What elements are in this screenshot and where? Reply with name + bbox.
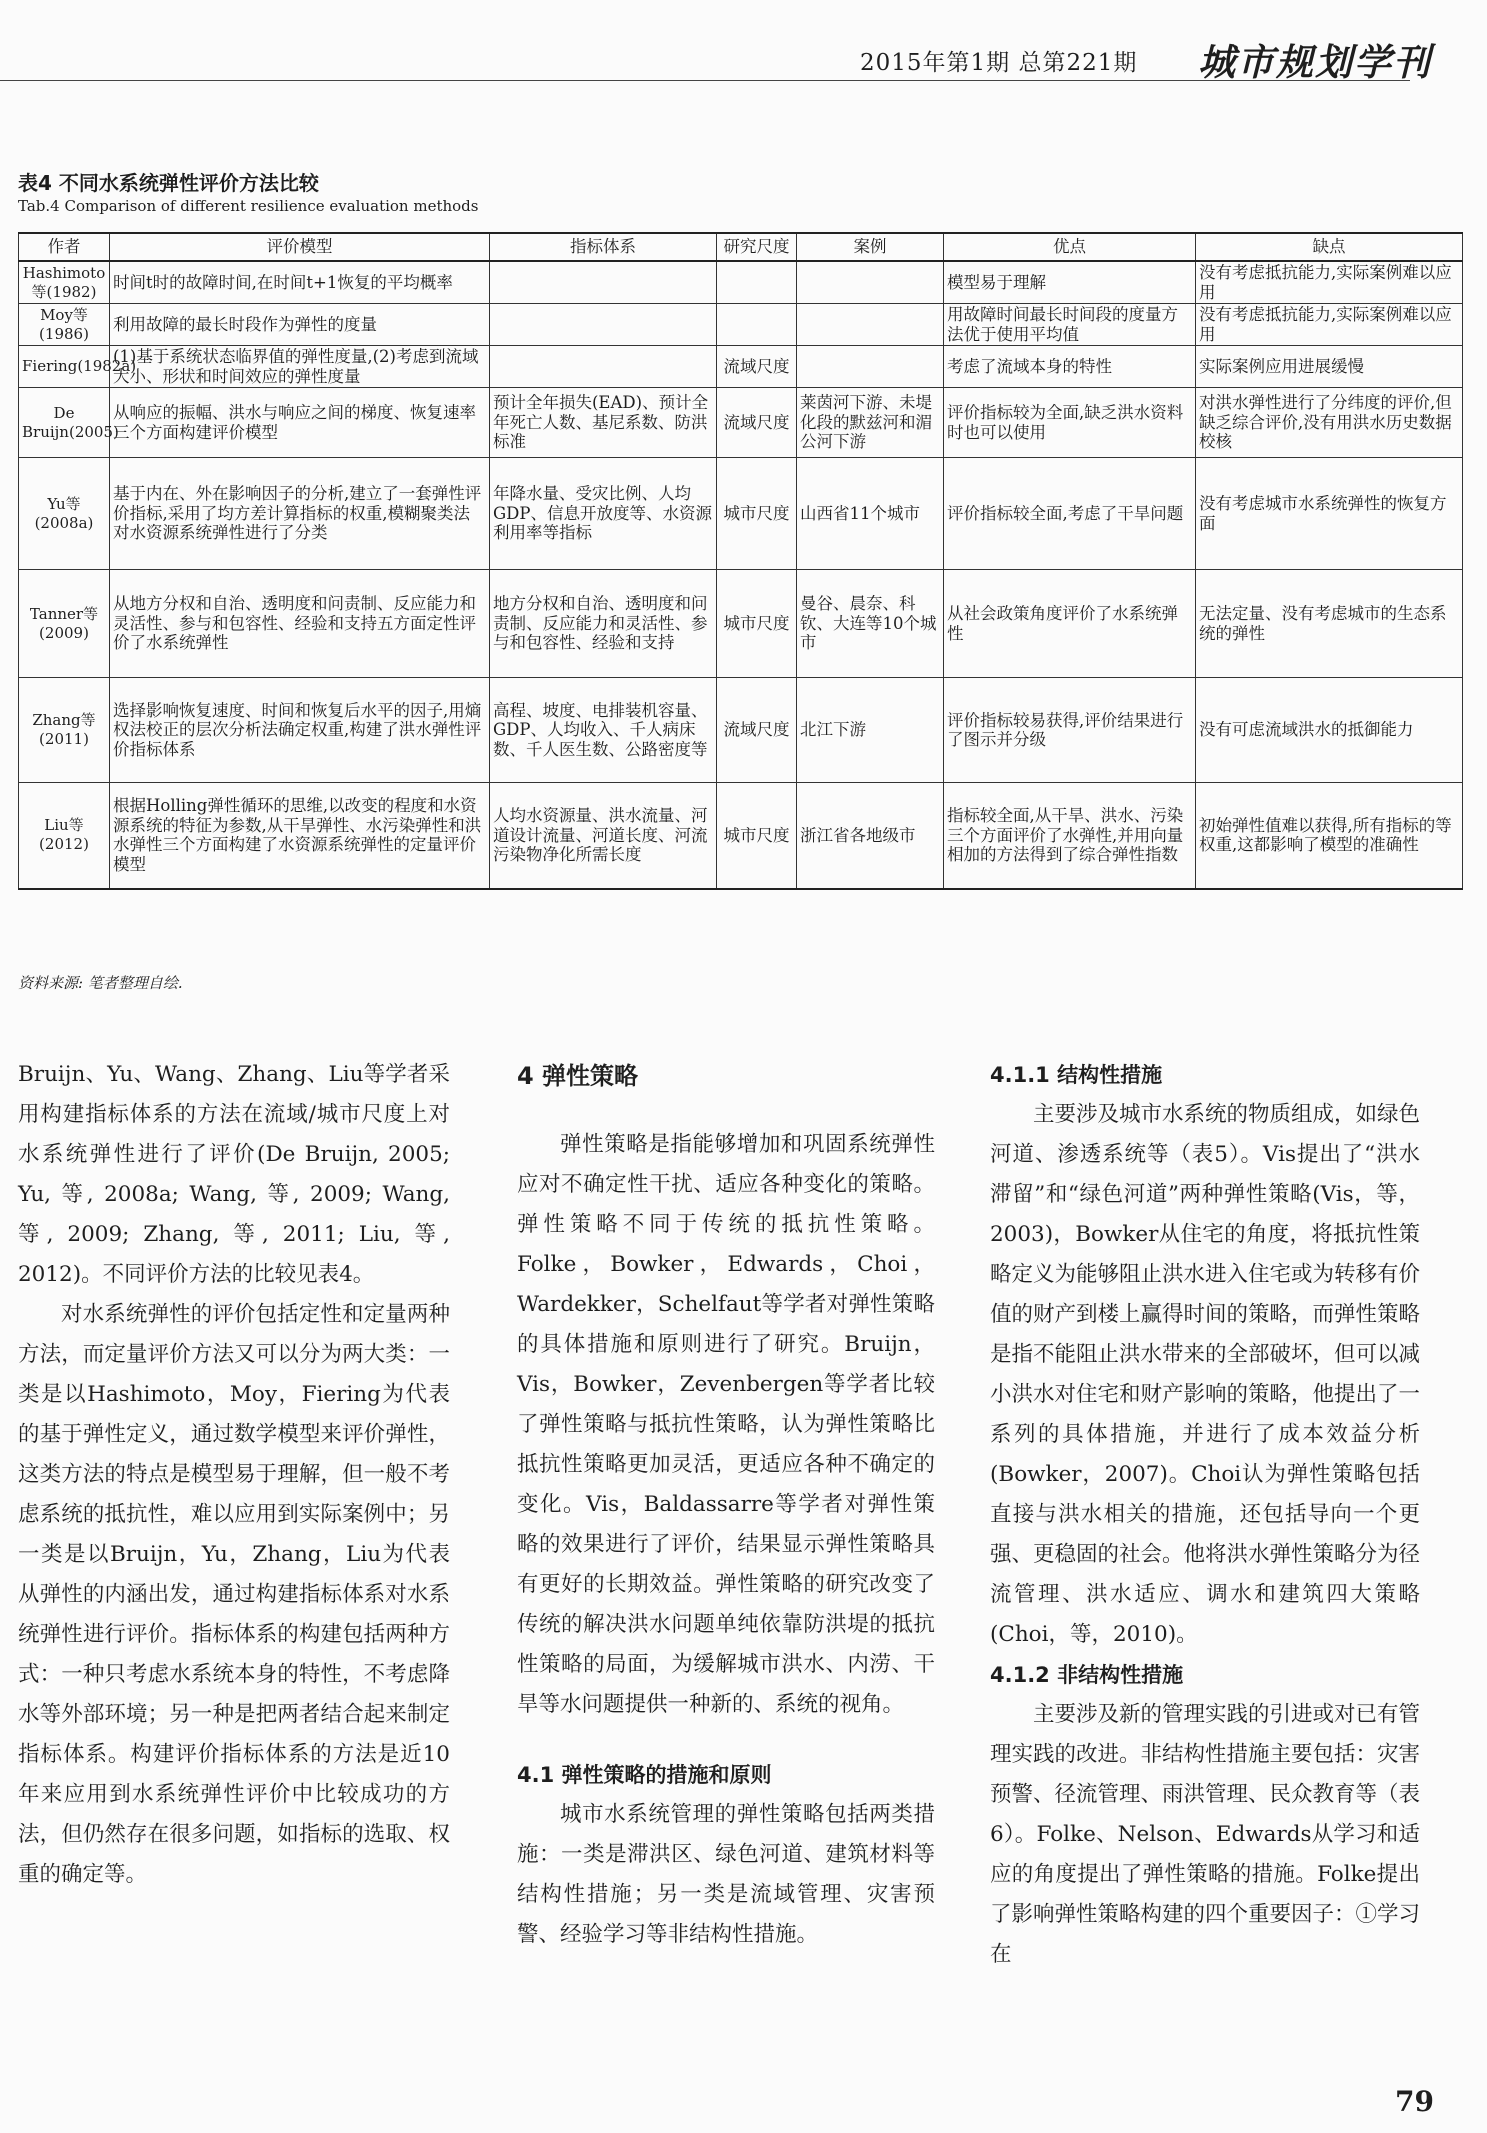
paragraph: 主要涉及新的管理实践的引进或对已有管理实践的改进。非结构性措施主要包括：灾害预警、径流管理、雨洪管理、民众教育等（表6）。Folke、Nelson、Edwards从学习和适应的角度提出了弹性策略的措施。Folke提出了影响弹性策略构建的四个重要因子：①学习在 (990, 1702, 1421, 1967)
cell-pros: 评价指标较为全面,缺乏洪水资料时也可以使用 (944, 388, 1196, 458)
table-row (19, 261, 1463, 304)
col-header: 研究尺度 (717, 233, 797, 261)
comparison-table (18, 232, 1463, 890)
cell-case (797, 346, 944, 388)
cell-case: 浙江省各地级市 (797, 783, 944, 889)
cell-case: 山西省11个城市 (797, 458, 944, 570)
table-row (19, 458, 1463, 570)
paragraph: 城市水系统管理的弹性策略包括两类措施：一类是滞洪区、绿色河道、建筑材料等结构性措施；另一类是流域管理、灾害预警、经验学习等非结构性措施。 (517, 1802, 935, 1947)
cell-indicators (490, 304, 717, 346)
cell-model: 从响应的振幅、洪水与响应之间的梯度、恢复速率三个方面构建评价模型 (110, 388, 490, 458)
text-column-left (18, 1055, 450, 1895)
cell-scale: 流域尺度 (717, 388, 797, 458)
cell-scale: 城市尺度 (717, 458, 797, 570)
col-header: 作者 (19, 233, 110, 261)
subsection-heading: 4.1 弹性策略的措施和原则 (517, 1763, 772, 1787)
cell-cons: 没有考虑抵抗能力,实际案例难以应用 (1196, 304, 1463, 346)
cell-author: De Bruijn(2005) (19, 388, 110, 458)
cell-cons: 没有考虑城市水系统弹性的恢复方面 (1196, 458, 1463, 570)
table-row (19, 678, 1463, 783)
cell-case: 莱茵河下游、未堤化段的默兹河和湄公河下游 (797, 388, 944, 458)
cell-scale: 城市尺度 (717, 570, 797, 678)
col-header: 案例 (797, 233, 944, 261)
cell-model: 时间t时的故障时间,在时间t+1恢复的平均概率 (110, 261, 490, 304)
cell-cons: 没有可虑流域洪水的抵御能力 (1196, 678, 1463, 783)
cell-case: 曼谷、晨奈、科钦、大连等10个城市 (797, 570, 944, 678)
cell-pros: 评价指标较全面,考虑了干旱问题 (944, 458, 1196, 570)
cell-author: Moy等(1986) (19, 304, 110, 346)
cell-author: Liu等(2012) (19, 783, 110, 889)
cell-author: Hashimoto等(1982) (19, 261, 110, 304)
paragraph: 主要涉及城市水系统的物质组成，如绿色河道、渗透系统等（表5）。Vis提出了“洪水滞留”和“绿色河道”两种弹性策略(Vis，等，2003)，Bowker从住宅的角度，将抵抗性策略定义为能够阻止洪水进入住宅或为转移有价值的财产到楼上赢得时间的策略，而弹性策略是指不能阻止洪水带来的全部破坏，但可以减小洪水对住宅和财产影响的策略，他提出了一系列的具体措施，并进行了成本效益分析(Bowker，2007)。Choi认为弹性策略包括直接与洪水相关的措施，还包括导向一个更强、更稳固的社会。他将洪水弹性策略分为径流管理、洪水适应、调水和建筑四大策略(Choi，等，2010)。 (990, 1102, 1421, 1647)
journal-logo: 城市规划学刊 (1198, 41, 1432, 84)
cell-author: Fiering(1982a) (19, 346, 110, 388)
cell-indicators: 年降水量、受灾比例、人均GDP、信息开放度等、水资源利用率等指标 (490, 458, 717, 570)
col-header: 评价模型 (110, 233, 490, 261)
cell-pros: 考虑了流域本身的特性 (944, 346, 1196, 388)
table-caption-zh: 表4 不同水系统弹性评价方法比较 (18, 171, 319, 195)
text-column-middle (517, 1055, 935, 1955)
cell-model: 根据Holling弹性循环的思维,以改变的程度和水资源系统的特征为参数,从干旱弹性、水污染弹性和洪水弹性三个方面构建了水资源系统弹性的定量评价模型 (110, 783, 490, 889)
paragraph: 弹性策略是指能够增加和巩固系统弹性应对不确定性干扰、适应各种变化的策略。弹性策略不同于传统的抵抗性策略。Folke，Bowker，Edwards，Choi，Wardekker，Schelfaut等学者对弹性策略的具体措施和原则进行了研究。Bruijn，Vis，Bowker，Zevenbergen等学者比较了弹性策略与抵抗性策略，认为弹性策略比抵抗性策略更加灵活，更适应各种不确定的变化。Vis，Baldassarre等学者对弹性策略的效果进行了评价，结果显示弹性策略具有更好的长期效益。弹性策略的研究改变了传统的解决洪水问题单纯依靠防洪堤的抵抗性策略的局面，为缓解城市洪水、内涝、干旱等水问题提供一种新的、系统的视角。 (517, 1132, 935, 1717)
cell-pros: 评价指标较易获得,评价结果进行了图示并分级 (944, 678, 1196, 783)
cell-author: Zhang等(2011) (19, 678, 110, 783)
cell-model: 选择影响恢复速度、时间和恢复后水平的因子,用熵权法校正的层次分析法确定权重,构建了洪水弹性评价指标体系 (110, 678, 490, 783)
col-header: 优点 (944, 233, 1196, 261)
cell-model: 基于内在、外在影响因子的分析,建立了一套弹性评价指标,采用了均方差计算指标的权重,模糊聚类法对水资源系统弹性进行了分类 (110, 458, 490, 570)
cell-scale: 流域尺度 (717, 346, 797, 388)
cell-case (797, 261, 944, 304)
cell-scale: 流域尺度 (717, 678, 797, 783)
cell-scale (717, 304, 797, 346)
table-header-row (19, 233, 1463, 261)
cell-cons: 实际案例应用进展缓慢 (1196, 346, 1463, 388)
cell-case: 北江下游 (797, 678, 944, 783)
cell-pros: 指标较全面,从干旱、洪水、污染三个方面评价了水弹性,并用向量相加的方法得到了综合弹性指数 (944, 783, 1196, 889)
table-row (19, 346, 1463, 388)
paragraph: 对水系统弹性的评价包括定性和定量两种方法，而定量评价方法又可以分为两大类：一类是以Hashimoto，Moy，Fiering为代表的基于弹性定义，通过数学模型来评价弹性，这类方法的特点是模型易于理解，但一般不考虑系统的抵抗性，难以应用到实际案例中；另一类是以Bruijn，Yu，Zhang，Liu为代表从弹性的内涵出发，通过构建指标体系对水系统弹性进行评价。指标体系的构建包括两种方式：一种只考虑水系统本身的特性，不考虑降水等外部环境；另一种是把两者结合起来制定指标体系。构建评价指标体系的方法是近10年来应用到水系统弹性评价中比较成功的方法，但仍然存在很多问题，如指标的选取、权重的确定等。 (18, 1302, 450, 1887)
cell-pros: 从社会政策角度评价了水系统弹性 (944, 570, 1196, 678)
cell-scale: 城市尺度 (717, 783, 797, 889)
page-number: 79 (1395, 2085, 1434, 2118)
cell-indicators: 高程、坡度、电排装机容量、GDP、人均收入、千人病床数、千人医生数、公路密度等 (490, 678, 717, 783)
col-header: 指标体系 (490, 233, 717, 261)
col-header: 缺点 (1196, 233, 1463, 261)
cell-indicators: 地方分权和自治、透明度和问责制、反应能力和灵活性、参与和包容性、经验和支持 (490, 570, 717, 678)
cell-pros: 模型易于理解 (944, 261, 1196, 304)
issue-info: 2015年第1期 总第221期 (860, 50, 1138, 76)
cell-cons: 对洪水弹性进行了分纬度的评价,但缺乏综合评价,没有用洪水历史数据校核 (1196, 388, 1463, 458)
cell-model: 从地方分权和自治、透明度和问责制、反应能力和灵活性、参与和包容性、经验和支持五方面定性评价了水系统弹性 (110, 570, 490, 678)
table-row (19, 783, 1463, 889)
cell-author: Tanner等(2009) (19, 570, 110, 678)
cell-cons: 没有考虑抵抗能力,实际案例难以应用 (1196, 261, 1463, 304)
cell-model: 利用故障的最长时段作为弹性的度量 (110, 304, 490, 346)
section-heading: 4 弹性策略 (517, 1062, 639, 1090)
cell-cons: 初始弹性值难以获得,所有指标的等权重,这都影响了模型的准确性 (1196, 783, 1463, 889)
cell-model: (1)基于系统状态临界值的弹性度量,(2)考虑到流域大小、形状和时间效应的弹性度量 (110, 346, 490, 388)
subsection-heading: 4.1.1 结构性措施 (990, 1063, 1163, 1087)
cell-case (797, 304, 944, 346)
table-row (19, 570, 1463, 678)
cell-indicators (490, 261, 717, 304)
cell-scale (717, 261, 797, 304)
text-column-right (990, 1055, 1420, 1975)
subsection-heading: 4.1.2 非结构性措施 (990, 1663, 1184, 1687)
cell-indicators: 预计全年损失(EAD)、预计全年死亡人数、基尼系数、防洪标准 (490, 388, 717, 458)
paragraph: Bruijn、Yu、Wang、Zhang、Liu等学者采用构建指标体系的方法在流域/城市尺度上对水系统弹性进行了评价(De Bruijn, 2005; Yu, 等, 2008a; Wang, 等, 2009; Wang, 等, 2009; Zhang, 等, 2011; Liu, 等, 2012)。不同评价方法的比较见表4。 (18, 1062, 450, 1287)
table-row (19, 388, 1463, 458)
cell-cons: 无法定量、没有考虑城市的生态系统的弹性 (1196, 570, 1463, 678)
table-caption-en: Tab.4 Comparison of different resilience evaluation methods (18, 197, 479, 215)
cell-indicators (490, 346, 717, 388)
table-source-note: 资料来源: 笔者整理自绘. (18, 974, 183, 992)
table-row (19, 304, 1463, 346)
cell-pros: 用故障时间最长时间段的度量方法优于使用平均值 (944, 304, 1196, 346)
cell-author: Yu等(2008a) (19, 458, 110, 570)
cell-indicators: 人均水资源量、洪水流量、河道设计流量、河道长度、河流污染物净化所需长度 (490, 783, 717, 889)
